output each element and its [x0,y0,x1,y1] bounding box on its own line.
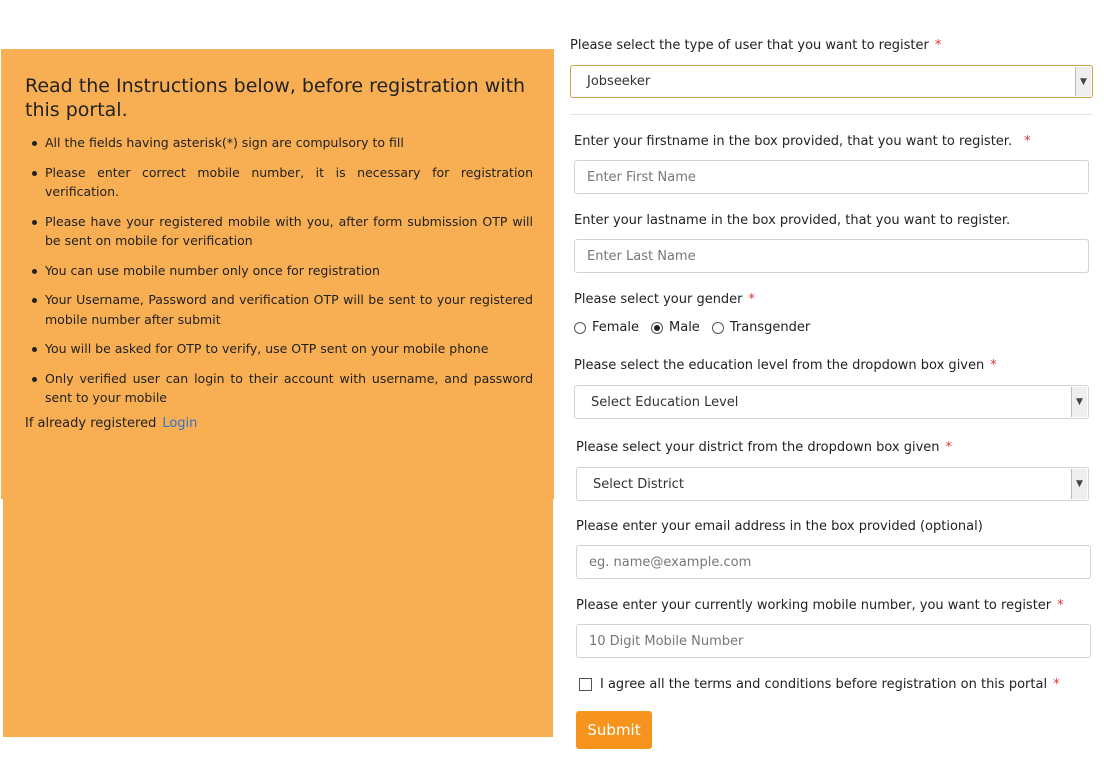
user-type-select[interactable]: Jobseeker ▼ [570,65,1093,98]
instruction-item: Only verified user can login to their account with username, and password sent to your mobile [45,369,533,408]
instructions-panel-extension [3,497,553,737]
email-input[interactable]: eg. name@example.com [576,545,1091,579]
firstname-label: Enter your firstname in the box provided, that you want to register. * [574,134,1031,149]
education-select[interactable]: Select Education Level ▼ [574,385,1089,419]
lastname-input[interactable]: Enter Last Name [574,239,1089,273]
radio-checked-icon [651,322,663,334]
required-mark: * [1024,134,1031,149]
required-mark: * [748,292,756,307]
gender-male-radio[interactable]: Male [651,320,700,335]
required-mark: * [1057,598,1064,613]
instruction-item: Please have your registered mobile with you, after form submission OTP will be sent on mobile for verification [45,212,533,251]
instruction-item: Please enter correct mobile number, it is necessary for registration verification. [45,163,533,202]
terms-checkbox[interactable] [579,678,592,691]
divider [570,114,1093,115]
education-label: Please select the education level from the dropdown box given * [574,358,997,373]
radio-unchecked-icon [712,322,724,334]
instruction-item: You can use mobile number only once for registration [45,261,533,281]
gender-radio-group [574,320,822,335]
required-mark: * [1053,677,1060,692]
mobile-label: Please enter your currently working mobile number, you want to register * [576,598,1064,613]
district-select[interactable]: Select District ▼ [576,467,1089,501]
lastname-label: Enter your lastname in the box provided, that you want to register. [574,213,1011,228]
radio-unchecked-icon [574,322,586,334]
required-mark: * [990,358,997,373]
already-registered-row [25,416,197,431]
gender-transgender-radio[interactable]: Transgender [712,320,810,335]
email-label: Please enter your email address in the box provided (optional) [576,519,983,534]
chevron-down-icon: ▼ [1071,469,1087,499]
gender-label: Please select your gender * [574,292,756,307]
required-mark: * [945,440,953,455]
gender-female-radio[interactable]: Female [574,320,639,335]
instructions-list [45,133,533,418]
instruction-item: All the fields having asterisk(*) sign are compulsory to fill [45,133,533,153]
instruction-item: You will be asked for OTP to verify, use OTP sent on your mobile phone [45,339,533,359]
already-registered-text: If already registered [25,416,157,431]
instruction-item: Your Username, Password and verification OTP will be sent to your registered mobile number after submit [45,290,533,329]
chevron-down-icon: ▼ [1071,387,1087,417]
user-type-label: Please select the type of user that you want to register * [570,38,942,53]
district-label: Please select your district from the dropdown box given * [576,440,953,455]
firstname-input[interactable]: Enter First Name [574,160,1089,194]
login-link[interactable]: Login [162,416,198,431]
chevron-down-icon: ▼ [1075,67,1091,96]
required-mark: * [934,38,942,53]
instructions-title: Read the Instructions below, before registration with this portal. [25,75,526,121]
submit-button[interactable]: Submit [576,711,652,749]
terms-label: I agree all the terms and conditions before registration on this portal * [600,677,1060,692]
mobile-input[interactable]: 10 Digit Mobile Number [576,624,1091,658]
